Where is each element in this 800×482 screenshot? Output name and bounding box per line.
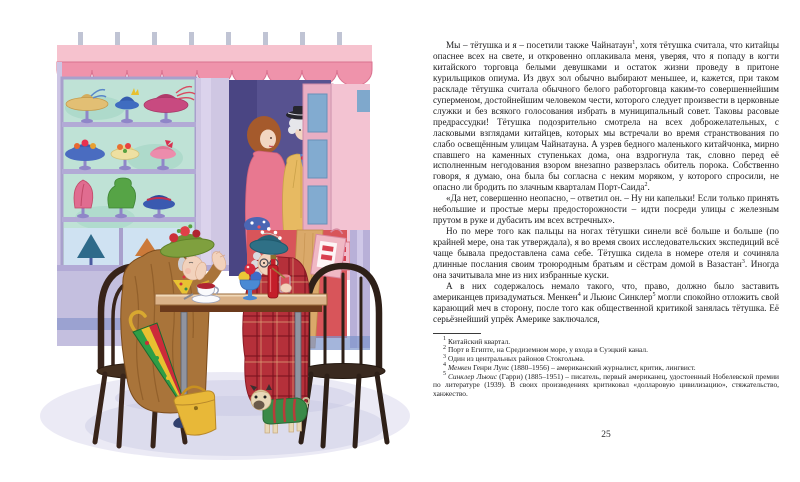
- left-page: [35, 16, 410, 460]
- footnote-marker: 1: [443, 336, 446, 343]
- paragraph: «Да нет, совершенно неопасно, – ответил он. – Ну ни капельки! Если только принять небольшие и простые меры предосторожности – идти посреди улицы с железным прутом в руке и дубасить им всех встречных».: [433, 193, 779, 226]
- footnote: $^1$ Китайский квартал.: [443, 336, 511, 346]
- footnote-marker: 4: [443, 362, 446, 369]
- footnote-marker: 2: [443, 345, 446, 352]
- footnote-ref: 5: [652, 291, 656, 298]
- paragraph: Но по мере того как пальцы на ногах тётушки синели всё больше и больше (по крайней мере, она так утверждала), я во время своих исследовательских экспедиций всё чаще бывала предоставлена сама себе. Тётушка сидела в номере отеля и сочиняла длинные послания своим троюродным братьям и сёстрам домой в Вазастан$^3$. Иногда она зачитывала мне из них избранные куски.: [433, 226, 779, 281]
- footnote: $^3$ Один из центральных районов Стокгольма.: [443, 353, 585, 364]
- footnote: $^5$ Синклер Льюис (Гарри) (1885–1951) – писатель, первый американец, удостоенный Нобелевской премии по литературе (1939). В своих произведениях критиковал «долларовую цивилизацию», стяжательство, ханжество.: [433, 371, 779, 398]
- footnote-marker: 5: [443, 371, 446, 378]
- footnote: $^2$ Порт в Египте, на Средиземном море, у входа в Суэцкий канал.: [443, 345, 648, 355]
- paragraph: А в них содержалось немало такого, что, право, должно было заставить американцев призадуматься. Менкен$^4$ и Льюис Синклер$^5$ могли спокойно отложить свой карающий меч в сторону, после того как общественной критикой занялась тётушка. Её серьёзнейший упрёк Америке заключался,: [433, 280, 780, 324]
- footnote-ref: 2: [644, 182, 648, 189]
- footnote-separator: [433, 333, 481, 334]
- illustration-cafe-scene: [35, 16, 410, 460]
- page-number: 25: [601, 430, 611, 440]
- footnotes: [433, 338, 779, 399]
- footnote-ref: 1: [632, 39, 636, 46]
- main-text: [433, 40, 779, 325]
- right-page: [433, 40, 779, 399]
- paragraph: Мы – тётушка и я – посетили также Чайнатаун$^1$, хотя тётушка считала, что китайцы опаснее всех на свете, и откровенно оплакивала меня, уверяя, что я попаду в когти китайского торговца белыми девушками и остаток жизни проведу в притоне курильщиков опиума. Из двух зол обычно выбирают меньшее, и, кажется, при таком раскладе тётушка считала обычного белого работорговца каким-то совершеннейшим суперменом, достойнейшим человеком чести, которого следует произвести в церковные служки и без всякого голосования избрать в муниципальный совет. Таковы расовые предрассудки! Тётушка подозрительно смотрела на всех доброжелательных, с ласковыми взглядами китайцев, которых мы встречали во время странствования по слабо освещённым улицам Чайнатауна. А узрев бедного маленького китайчонка, мирно спавшего на каменных ступеньках дома, она вздрогнула так, словно перед её исполненным негодования взором внезапно разверзлась обитель порока. Собственно говоря, я думаю, она была бы согласна с неким моряком, у которого спросили, не опасно ли бродить по злачным кварталам Порт-Саида$^2$.: [433, 39, 779, 193]
- footnote-ref: 4: [577, 291, 581, 298]
- footnote: $^4$ Менкен Генри Луис (1880–1956) – американский журналист, критик, лингвист.: [443, 362, 696, 372]
- footnote-marker: 3: [443, 353, 446, 360]
- footnote-ref: 3: [741, 259, 745, 265]
